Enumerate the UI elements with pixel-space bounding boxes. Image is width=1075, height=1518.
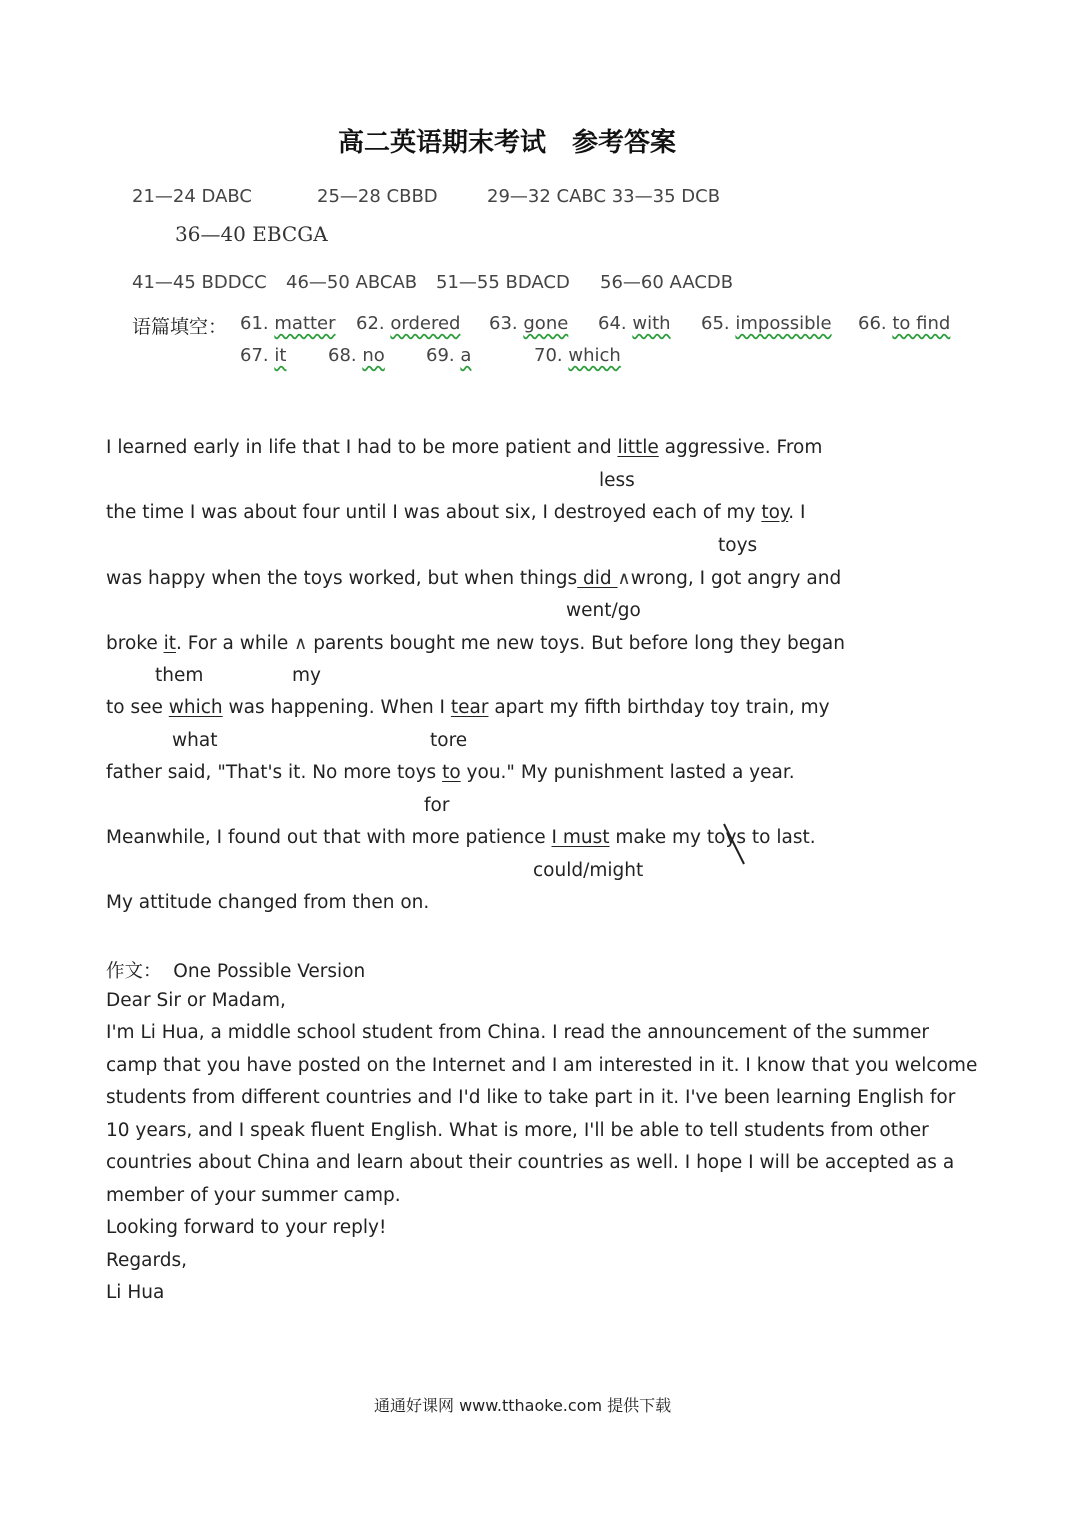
essay-signature: Li Hua bbox=[106, 1282, 165, 1303]
correction-fix: my bbox=[292, 665, 321, 686]
answer-41-45: 41—45 BDDCC bbox=[132, 272, 267, 293]
cloze-item: 65. impossible bbox=[701, 313, 832, 334]
cloze-item: 69. a bbox=[426, 345, 472, 366]
answer-46-50: 46—50 ABCAB bbox=[286, 272, 418, 293]
correction-line-5: to see which was happening. When I tear apart my fifth birthday toy train, my bbox=[106, 697, 830, 718]
essay-regards: Regards, bbox=[106, 1250, 188, 1271]
cloze-item: 66. to find bbox=[858, 313, 951, 334]
cloze-item: 68. no bbox=[328, 345, 385, 366]
correction-line-1: I learned early in life that I had to be more patient and little aggressive. From bbox=[106, 437, 823, 458]
essay-line: I'm Li Hua, a middle school student from China. I read the announcement of the summer bbox=[106, 1022, 929, 1043]
essay-line: 10 years, and I speak fluent English. What is more, I'll be able to tell students from other bbox=[106, 1120, 929, 1141]
correction-fix: went/go bbox=[566, 600, 641, 621]
essay-header: 作文： One Possible Version bbox=[106, 961, 366, 982]
answer-56-60: 56—60 AACDB bbox=[600, 272, 734, 293]
essay-line: students from different countries and I'd like to take part in it. I've been learning English for bbox=[106, 1087, 956, 1108]
correction-line-4: broke it. For a while ∧ parents bought me new toys. But before long they began bbox=[106, 633, 845, 654]
answer-29-35: 29—32 CABC 33—35 DCB bbox=[487, 186, 721, 207]
delete-mark-icon bbox=[720, 820, 750, 868]
insert-caret-icon: ∧ bbox=[617, 568, 631, 589]
essay-closing: Looking forward to your reply! bbox=[106, 1217, 387, 1238]
answer-21-24: 21—24 DABC bbox=[132, 186, 252, 207]
correction-line-2: the time I was about four until I was about six, I destroyed each of my toy. I bbox=[106, 502, 806, 523]
answer-25-28: 25—28 CBBD bbox=[317, 186, 438, 207]
correction-fix: tore bbox=[430, 730, 468, 751]
correction-fix: less bbox=[599, 470, 635, 491]
correction-line-6: father said, "That's it. No more toys to you." My punishment lasted a year. bbox=[106, 762, 795, 783]
essay-line: countries about China and learn about their countries as well. I hope I will be accepted as a bbox=[106, 1152, 955, 1173]
correction-line-3: was happy when the toys worked, but when things did ∧wrong, I got angry and bbox=[106, 568, 842, 589]
cloze-item: 62. ordered bbox=[356, 313, 461, 334]
essay-line: member of your summer camp. bbox=[106, 1185, 401, 1206]
correction-fix: for bbox=[424, 795, 450, 816]
cloze-item: 63. gone bbox=[489, 313, 569, 334]
correction-fix: what bbox=[172, 730, 218, 751]
cloze-item: 61. matter bbox=[240, 313, 336, 334]
correction-line-8: My attitude changed from then on. bbox=[106, 892, 430, 913]
answer-36-40: 36—40 EBCGA bbox=[175, 222, 328, 246]
correction-line-7: Meanwhile, I found out that with more patience I must make my toys to last. bbox=[106, 827, 816, 848]
page-title: 高二英语期末考试 参考答案 bbox=[338, 128, 677, 158]
cloze-item: 70. which bbox=[534, 345, 621, 366]
insert-caret-icon: ∧ bbox=[294, 633, 308, 654]
cloze-item: 67. it bbox=[240, 345, 287, 366]
correction-fix: them bbox=[155, 665, 204, 686]
answer-51-55: 51—55 BDACD bbox=[436, 272, 570, 293]
correction-fix: toys bbox=[718, 535, 758, 556]
correction-fix: could/might bbox=[533, 860, 644, 881]
essay-greeting: Dear Sir or Madam, bbox=[106, 990, 286, 1011]
cloze-label: 语篇填空： bbox=[132, 316, 228, 338]
footer-source: 通通好课网 www.tthaoke.com 提供下载 bbox=[374, 1396, 672, 1415]
essay-line: camp that you have posted on the Internet and I am interested in it. I know that you welcome bbox=[106, 1055, 978, 1076]
cloze-item: 64. with bbox=[598, 313, 671, 334]
